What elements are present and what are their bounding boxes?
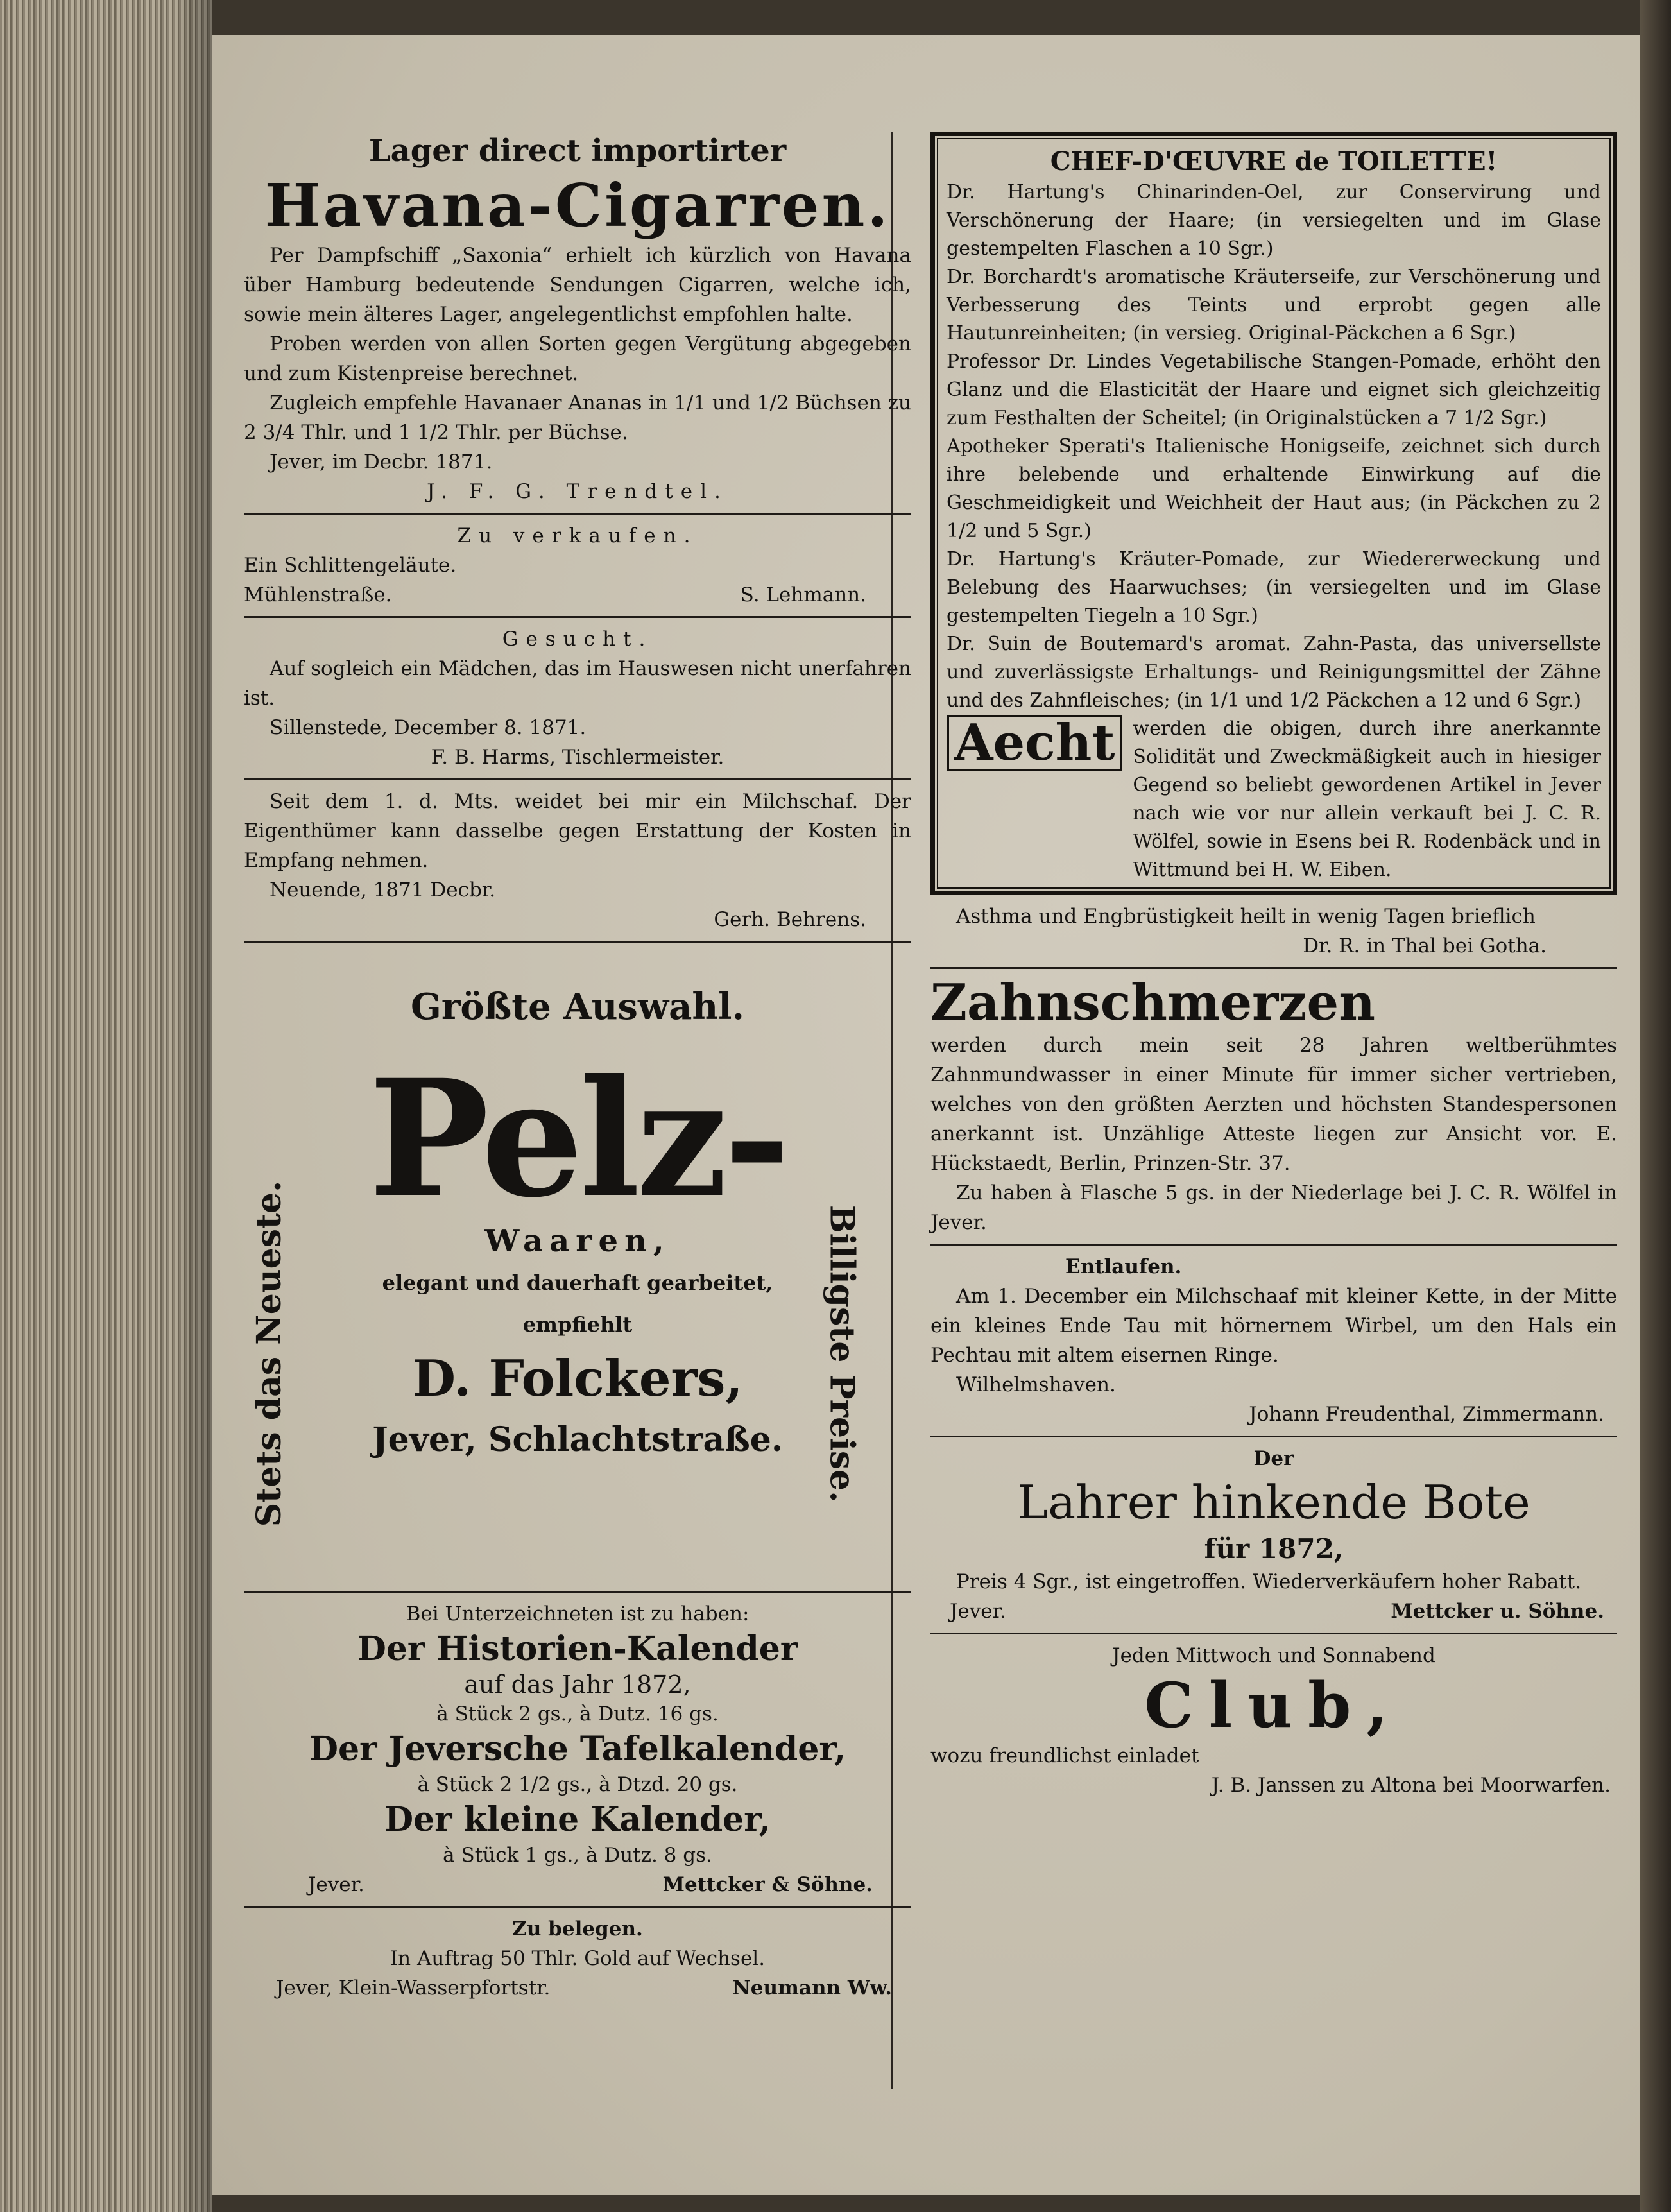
havana-text-1: Per Dampfschiff „Saxonia“ erhielt ich kürzlich von Havana über Hamburg bedeutende Sendungen Cigarren, welche ich, sowie mein älteres Lager, angelegentlichst empfohlen halte. [244,244,911,326]
kalender-1-year: auf das Jahr 1872, [464,1670,691,1699]
ad-zu-verkaufen [244,521,911,610]
divider [244,1591,911,1593]
kalender-3-price: à Stück 1 gs., à Dutz. 8 gs. [443,1844,712,1867]
divider [244,778,911,780]
bote-place: Jever. [950,1600,1006,1623]
ad-kalender [244,1599,911,1899]
gesucht-title: Gesucht. [502,628,653,651]
milchschaf-place: Neuende, 1871 Decbr. [270,879,496,902]
chef-item-3: Professor Dr. Lindes Vegetabilische Stangen-Pomade, erhöht den Glanz und die Elasticität der Haare und eignet sich gleichzeitig zum Festhalten der Scheitel; (in Originalstücken a 7 1/2 Sgr.) [947,350,1601,429]
asthma-text: Asthma und Engbrüstigkeit heilt in wenig Tagen brieflich [956,905,1536,928]
pelz-right-vertical: Billigste Preise. [822,1205,862,1503]
ad-club [930,1641,1617,1800]
belegen-text: In Auftrag 50 Thlr. Gold auf Wechsel. [390,1947,766,1970]
ad-lahrer-bote [930,1444,1617,1626]
havana-text-3: Zugleich empfehle Havanaer Ananas in 1/1 und 1/2 Büchsen zu 2 3/4 Thlr. und 1 1/2 Thlr. per Büchse. [244,391,911,444]
chef-title: CHEF-D'ŒUVRE de TOILETTE! [1050,146,1498,176]
kalender-1-title: Der Historien-Kalender [357,1629,798,1668]
book-page-edges [0,0,212,2212]
divider [930,1244,1617,1246]
bote-text: Preis 4 Sgr., ist eingetroffen. Wiederverkäufern hoher Rabatt. [956,1570,1582,1593]
ad-pelz-waaren [244,981,911,1584]
belegen-title: Zu belegen. [512,1917,643,1941]
bote-der: Der [1253,1447,1294,1470]
bote-signature: Mettcker u. Söhne. [1391,1600,1604,1623]
gesucht-text: Auf sogleich ein Mädchen, das im Hauswesen nicht unerfahren ist. [244,657,911,710]
divider [244,1906,911,1908]
entlaufen-place: Wilhelmshaven. [956,1373,1116,1396]
milchschaf-signature: Gerh. Behrens. [714,908,866,931]
gesucht-place: Sillenstede, December 8. 1871. [270,716,587,739]
verkaufen-item: Ein Schlittengeläute. [244,554,457,577]
pelz-big-word: Pelz- [368,1044,787,1233]
ad-entlaufen [930,1252,1617,1429]
kalender-2-title: Der Jeversche Tafelkalender, [309,1729,846,1769]
kalender-1-price: à Stück 2 gs., à Dutz. 16 gs. [436,1702,719,1726]
club-intro: Jeden Mittwoch und Sonnabend [1112,1644,1435,1667]
divider [930,1436,1617,1437]
chef-item-1: Dr. Hartung's Chinarinden-Oel, zur Conservirung und Verschönerung der Haare; (in versiegelten und im Glase gestempelten Flaschen a 10 Sgr.) [947,181,1601,260]
chef-item-6: Dr. Suin de Boutemard's aromat. Zahn-Pasta, das universellste und zuverlässigste Erhaltungs- und Reinigungsmittel der Zähne und des Zahnfleisches; (in 1/1 und 1/2 Päckchen a 12 und 6 Sgr.) [947,633,1601,712]
pelz-name: D. Folckers, [412,1350,743,1408]
club-word: Club, [1144,1669,1403,1742]
pelz-top: Größte Auswahl. [411,986,744,1028]
bote-year: für 1872, [1204,1533,1344,1565]
kalender-signature: Mettcker & Söhne. [662,1873,873,1896]
chef-item-4: Apotheker Sperati's Italienische Honigseife, zeichnet sich durch ihre belebende und erhaltende Einwirkung auf die Geschmeidigkeit und Weichheit der Haut aus; (in Päckchen zu 2 1/2 und 5 Sgr.) [947,435,1601,542]
zahn-word: Zahnschmerzen [930,973,1375,1032]
zahn-text-2: Zu haben à Flasche 5 gs. in der Niederlage bei J. C. R. Wölfel in Jever. [930,1181,1617,1234]
gesucht-signature: F. B. Harms, Tischlermeister. [431,746,724,769]
pelz-address: Jever, Schlachtstraße. [372,1420,783,1459]
divider [244,513,911,515]
divider [930,1633,1617,1634]
club-signature: J. B. Janssen zu Altona bei Moorwarfen. [1211,1774,1611,1797]
aecht-word: Aecht [947,715,1122,771]
left-column [244,132,911,2003]
zahn-text: werden durch mein seit 28 Jahren weltberühmtes Zahnmundwasser in einer Minute für immer sicher vertrieben, welches von den größten Aerzten und höchsten Standespersonen anerkannt ist. Unzählige Atteste liegen zur Ansicht vor. E. Hückstaedt, Berlin, Prinzen-Str. 37. [930,1034,1617,1175]
pelz-desc: elegant und dauerhaft gearbeitet, [382,1271,773,1295]
havana-signature: J. F. G. Trendtel. [427,480,728,503]
chef-item-2: Dr. Borchardt's aromatische Kräuterseife, zur Verschönerung und Verbesserung des Teints und erprobt gegen alle Hautunreinheiten; (in versieg. Original-Päckchen a 6 Sgr.) [947,266,1601,345]
ad-asthma [930,902,1617,961]
verkaufen-street: Mühlenstraße. [244,583,392,606]
newspaper-page [212,35,1640,2195]
asthma-signature: Dr. R. in Thal bei Gotha. [1303,934,1547,957]
belegen-place: Jever, Klein-Wasserpfortstr. [276,1976,551,2000]
entlaufen-text: Am 1. December ein Milchschaaf mit kleiner Kette, in der Mitte ein kleines Ende Tau mit hörnernem Wirbel, um den Hals ein Pechtau mit altem eisernen Ringe. [930,1285,1617,1367]
book-right-edge [1640,0,1671,2212]
kalender-place: Jever. [308,1873,364,1896]
divider [244,616,911,618]
aecht-block [947,715,1601,884]
pelz-empfiehlt: empfiehlt [522,1312,633,1337]
verkaufen-title: Zu verkaufen. [457,524,698,547]
aecht-text: werden die obigen, durch ihre anerkannte Solidität und Zweckmäßigkeit auch in hiesiger Gegend so beliebt gewordenen Artikel in Jever nach wie vor nur allein verkauft bei J. C. R. Wölfel, sowie in Esens bei R. Rodenbäck und in Wittmund bei H. W. Eiben. [1133,717,1601,881]
ad-zahnschmerzen [930,975,1617,1237]
ad-havana-cigarren [244,132,911,506]
havana-title-2: Havana-Cigarren. [264,171,891,240]
pelz-left-vertical: Stets das Neueste. [250,1180,289,1527]
ad-milchschaf [244,787,911,934]
havana-title-1: Lager direct importirter [368,133,787,169]
bote-title: Lahrer hinkende Bote [1017,1475,1530,1529]
divider [244,941,911,943]
ad-gesucht [244,624,911,772]
ad-zu-belegen [244,1914,911,2003]
divider [930,967,1617,969]
entlaufen-signature: Johann Freudenthal, Zimmermann. [1249,1403,1604,1426]
verkaufen-name: S. Lehmann. [740,583,866,606]
entlaufen-title: Entlaufen. [1065,1255,1182,1278]
ad-chef-doeuvre [930,132,1617,895]
pelz-waaren: Waaren, [484,1223,671,1259]
club-text: wozu freundlichst einladet [930,1744,1199,1767]
milchschaf-text: Seit dem 1. d. Mts. weidet bei mir ein Milchschaf. Der Eigenthümer kann dasselbe gegen Erstattung der Kosten in Empfang nehmen. [244,790,911,872]
kalender-intro: Bei Unterzeichneten ist zu haben: [406,1602,750,1625]
belegen-signature: Neumann Ww. [732,1976,892,2000]
havana-text-2: Proben werden von allen Sorten gegen Vergütung abgegeben und zum Kistenpreise berechnet. [244,332,911,385]
havana-place: Jever, im Decbr. 1871. [270,450,493,474]
kalender-2-price: à Stück 2 1/2 gs., à Dtzd. 20 gs. [417,1773,738,1796]
kalender-3-title: Der kleine Kalender, [384,1800,771,1839]
chef-item-5: Dr. Hartung's Kräuter-Pomade, zur Wiedererweckung und Belebung des Haarwuchses; (in versiegelten und im Glase gestempelten Tiegeln a 10 Sgr.) [947,548,1601,627]
right-column [930,132,1617,1800]
